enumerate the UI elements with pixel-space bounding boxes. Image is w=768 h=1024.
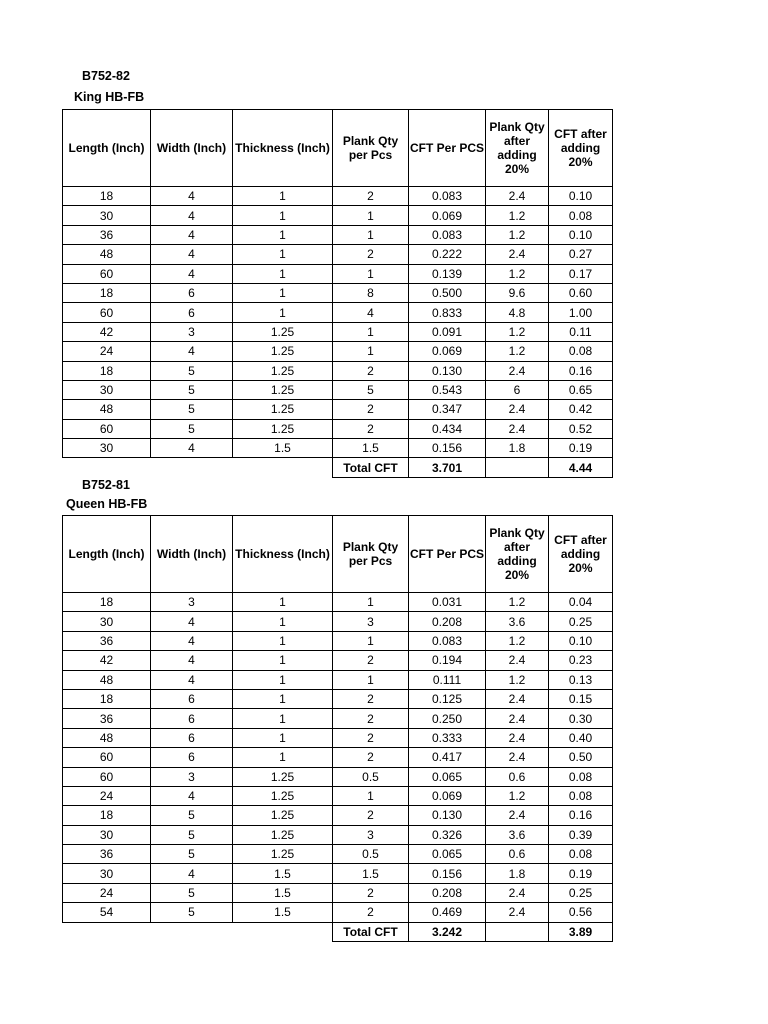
column-header-cft-per-pcs: CFT Per PCS [409,516,486,593]
table-cell: 3 [333,612,409,631]
column-header-plank-qty: Plank Qty per Pcs [333,516,409,593]
table-cell: 1.2 [486,786,549,805]
table-cell: 6 [151,283,233,302]
table-cell: 0.130 [409,361,486,380]
table-cell: 0.156 [409,864,486,883]
table-cell: 4 [151,670,233,689]
product-code: B752-82 [82,69,130,83]
table-cell: 1.25 [233,322,333,341]
table-cell: 0.069 [409,342,486,361]
table-cell: 4 [151,264,233,283]
table-cell: 5 [333,380,409,399]
table-row [63,728,613,747]
table-cell: 0.125 [409,689,486,708]
total-row [63,458,613,477]
table-cell: 1.8 [486,439,549,458]
column-header-cft-20: CFT after adding 20% [549,516,613,593]
table-cell: 1 [333,264,409,283]
table-cell: 0.30 [549,709,613,728]
table-cell: 0.19 [549,439,613,458]
table-cell: 0.65 [549,380,613,399]
table-cell: 5 [151,883,233,902]
column-header-cft-per-pcs: CFT Per PCS [409,110,486,187]
table-cell: 2 [333,689,409,708]
cft-table [62,109,613,478]
table-cell: 2 [333,728,409,747]
table-cell: 1.25 [233,845,333,864]
table-cell: 2 [333,400,409,419]
table-cell: 2 [333,187,409,206]
table-cell: 0.10 [549,631,613,650]
table-cell: 9.6 [486,283,549,302]
table-row [63,439,613,458]
table-row [63,206,613,225]
table-cell: 0.069 [409,206,486,225]
table-cell: 1.2 [486,264,549,283]
table-cell: 2 [333,245,409,264]
table-cell: 36 [63,845,151,864]
table-cell: 30 [63,439,151,458]
table-cell: 5 [151,903,233,922]
table-cell: 1.5 [233,439,333,458]
table-cell: 2.4 [486,361,549,380]
table-cell: 4 [151,206,233,225]
table-cell: 2 [333,709,409,728]
table-row [63,245,613,264]
table-cell: 0.04 [549,593,613,612]
table-cell: 4.8 [486,303,549,322]
table-cell: 6 [151,748,233,767]
table-cell: 8 [333,283,409,302]
table-cell: 1 [333,206,409,225]
total-cft: 3.701 [409,458,486,477]
table-cell: 1.2 [486,322,549,341]
cft-table [62,515,613,942]
table-cell: 1.5 [333,439,409,458]
table-cell: 0.60 [549,283,613,302]
table-cell: 1.5 [233,883,333,902]
table-cell: 1.2 [486,342,549,361]
table-cell: 0.08 [549,845,613,864]
table-cell: 4 [151,187,233,206]
table-cell: 24 [63,883,151,902]
blank-cell [233,458,333,477]
table-cell: 3 [151,767,233,786]
table-cell: 1.5 [233,903,333,922]
table-cell: 4 [151,245,233,264]
table-cell: 1.2 [486,225,549,244]
table-cell: 1.25 [233,767,333,786]
total-cft: 3.242 [409,922,486,941]
table-row [63,651,613,670]
table-row [63,593,613,612]
table-cell: 2.4 [486,709,549,728]
table-cell: 0.250 [409,709,486,728]
table-cell: 0.208 [409,612,486,631]
table-cell: 2.4 [486,806,549,825]
table-cell: 0.40 [549,728,613,747]
table-row [63,419,613,438]
table-cell: 4 [151,342,233,361]
table-cell: 1 [233,670,333,689]
table-cell: 0.333 [409,728,486,747]
table-cell: 0.23 [549,651,613,670]
blank-cell [63,458,151,477]
table-cell: 60 [63,264,151,283]
table-cell: 0.326 [409,825,486,844]
table-row [63,748,613,767]
column-header-length: Length (Inch) [63,110,151,187]
table-cell: 0.111 [409,670,486,689]
table-cell: 2.4 [486,728,549,747]
table-cell: 1.25 [233,786,333,805]
table-cell: 30 [63,206,151,225]
table-cell: 0.13 [549,670,613,689]
table-cell: 0.25 [549,883,613,902]
table-cell: 0.139 [409,264,486,283]
table-cell: 1.25 [233,361,333,380]
table-cell: 36 [63,225,151,244]
table-row [63,670,613,689]
table-cell: 2.4 [486,883,549,902]
table-row [63,322,613,341]
table-cell: 4 [151,439,233,458]
table-cell: 1.5 [333,864,409,883]
table-cell: 18 [63,593,151,612]
table-cell: 2 [333,883,409,902]
total-cft-after: 3.89 [549,922,613,941]
table-cell: 5 [151,400,233,419]
column-header-thickness: Thickness (Inch) [233,516,333,593]
table-cell: 1 [233,689,333,708]
table-row [63,303,613,322]
table-row [63,631,613,650]
table-cell: 0.065 [409,845,486,864]
table-cell: 0.27 [549,245,613,264]
table-cell: 4 [151,864,233,883]
table-cell: 2 [333,748,409,767]
table-cell: 0.16 [549,806,613,825]
total-empty-cell [486,922,549,941]
table-cell: 42 [63,322,151,341]
table-row [63,786,613,805]
blank-cell [151,922,233,941]
table-cell: 42 [63,651,151,670]
column-header-plank-qty-20: Plank Qty after adding 20% [486,516,549,593]
table-cell: 0.222 [409,245,486,264]
table-cell: 5 [151,419,233,438]
table-cell: 1 [333,342,409,361]
total-empty-cell [486,458,549,477]
table-cell: 0.069 [409,786,486,805]
table-cell: 1.2 [486,670,549,689]
table-cell: 0.15 [549,689,613,708]
table-cell: 18 [63,187,151,206]
table-cell: 2.4 [486,245,549,264]
table-cell: 0.500 [409,283,486,302]
product-model: Queen HB-FB [66,497,148,511]
table-cell: 1 [233,303,333,322]
total-row [63,922,613,941]
table-cell: 0.347 [409,400,486,419]
table-cell: 30 [63,380,151,399]
table-cell: 0.17 [549,264,613,283]
table-row [63,709,613,728]
table-cell: 30 [63,864,151,883]
column-header-plank-qty-20: Plank Qty after adding 20% [486,110,549,187]
column-header-length: Length (Inch) [63,516,151,593]
table-row [63,264,613,283]
column-header-thickness: Thickness (Inch) [233,110,333,187]
table-cell: 4 [151,651,233,670]
table-cell: 1.5 [233,864,333,883]
table-cell: 0.6 [486,845,549,864]
table-cell: 0.6 [486,767,549,786]
table-cell: 54 [63,903,151,922]
table-row [63,283,613,302]
table-cell: 60 [63,748,151,767]
table-row [63,767,613,786]
table-cell: 24 [63,342,151,361]
table-cell: 1 [233,651,333,670]
table-cell: 1 [333,593,409,612]
table-cell: 1.25 [233,419,333,438]
table-cell: 2 [333,361,409,380]
table-cell: 1 [233,593,333,612]
table-row [63,883,613,902]
table-row [63,380,613,399]
table-cell: 18 [63,361,151,380]
table-cell: 0.10 [549,225,613,244]
table-cell: 0.08 [549,342,613,361]
table-cell: 0.065 [409,767,486,786]
table-cell: 1 [233,206,333,225]
table-header-row [63,110,613,187]
product-code: B752-81 [82,478,130,492]
table-cell: 60 [63,767,151,786]
table-cell: 1 [233,264,333,283]
table-cell: 2.4 [486,419,549,438]
table-cell: 0.208 [409,883,486,902]
table-cell: 2 [333,806,409,825]
table-cell: 2.4 [486,400,549,419]
table-cell: 5 [151,825,233,844]
table-cell: 0.833 [409,303,486,322]
table-cell: 2 [333,419,409,438]
table-cell: 0.434 [409,419,486,438]
table-cell: 36 [63,709,151,728]
table-cell: 48 [63,670,151,689]
table-cell: 0.25 [549,612,613,631]
table-cell: 4 [151,786,233,805]
table-cell: 1 [233,709,333,728]
table-row [63,903,613,922]
table-row [63,361,613,380]
table-cell: 0.08 [549,206,613,225]
table-cell: 0.39 [549,825,613,844]
table-cell: 0.08 [549,767,613,786]
table-cell: 1 [233,187,333,206]
table-cell: 4 [333,303,409,322]
table-cell: 6 [151,689,233,708]
table-row [63,225,613,244]
table-cell: 0.417 [409,748,486,767]
table-cell: 1.00 [549,303,613,322]
table-header-row [63,516,613,593]
table-cell: 4 [151,225,233,244]
table-cell: 2.4 [486,187,549,206]
table-cell: 60 [63,303,151,322]
table-cell: 1.25 [233,806,333,825]
table-cell: 1 [333,322,409,341]
column-header-width: Width (Inch) [151,516,233,593]
table-cell: 3 [333,825,409,844]
table-cell: 0.156 [409,439,486,458]
table-cell: 0.083 [409,225,486,244]
blank-cell [151,458,233,477]
table-cell: 0.031 [409,593,486,612]
table-cell: 0.11 [549,322,613,341]
table-cell: 1.2 [486,631,549,650]
table-row [63,806,613,825]
column-header-cft-20: CFT after adding 20% [549,110,613,187]
table-cell: 5 [151,361,233,380]
table-cell: 0.543 [409,380,486,399]
table-cell: 6 [151,728,233,747]
table-cell: 18 [63,283,151,302]
table-cell: 1 [233,245,333,264]
blank-cell [233,922,333,941]
table-cell: 24 [63,786,151,805]
table-cell: 0.091 [409,322,486,341]
column-header-width: Width (Inch) [151,110,233,187]
table-row [63,825,613,844]
table-cell: 1.2 [486,593,549,612]
table-cell: 1.25 [233,825,333,844]
table-cell: 3.6 [486,825,549,844]
table-row [63,689,613,708]
table-row [63,864,613,883]
total-label: Total CFT [333,458,409,477]
table-cell: 18 [63,689,151,708]
table-row [63,845,613,864]
table-cell: 0.50 [549,748,613,767]
table-cell: 30 [63,612,151,631]
table-cell: 30 [63,825,151,844]
table-row [63,342,613,361]
table-cell: 1 [233,748,333,767]
table-cell: 0.52 [549,419,613,438]
table-row [63,612,613,631]
table-cell: 48 [63,728,151,747]
table-cell: 5 [151,845,233,864]
table-cell: 1.2 [486,206,549,225]
table-cell: 1.25 [233,342,333,361]
table-cell: 3.6 [486,612,549,631]
table-cell: 1.25 [233,380,333,399]
table-cell: 1 [233,225,333,244]
table-cell: 5 [151,380,233,399]
table-cell: 0.08 [549,786,613,805]
table-cell: 0.083 [409,187,486,206]
column-header-plank-qty: Plank Qty per Pcs [333,110,409,187]
table-cell: 48 [63,245,151,264]
table-cell: 0.16 [549,361,613,380]
blank-cell [63,922,151,941]
table-cell: 1 [333,631,409,650]
total-label: Total CFT [333,922,409,941]
table-cell: 0.469 [409,903,486,922]
table-cell: 2.4 [486,689,549,708]
table-cell: 18 [63,806,151,825]
table-cell: 2.4 [486,903,549,922]
table-cell: 0.130 [409,806,486,825]
table-cell: 0.194 [409,651,486,670]
total-cft-after: 4.44 [549,458,613,477]
table-cell: 1 [333,786,409,805]
table-cell: 2.4 [486,748,549,767]
table-cell: 6 [151,709,233,728]
table-cell: 1.8 [486,864,549,883]
table-cell: 1 [233,612,333,631]
product-model: King HB-FB [74,90,145,104]
table-cell: 0.10 [549,187,613,206]
table-cell: 4 [151,612,233,631]
table-cell: 4 [151,631,233,650]
table-cell: 48 [63,400,151,419]
table-cell: 3 [151,322,233,341]
table-cell: 2 [333,903,409,922]
table-cell: 2.4 [486,651,549,670]
table-cell: 0.5 [333,845,409,864]
table-cell: 1 [333,670,409,689]
table-cell: 5 [151,806,233,825]
table-cell: 3 [151,593,233,612]
table-cell: 1 [333,225,409,244]
table-row [63,400,613,419]
table-cell: 1.25 [233,400,333,419]
table-cell: 0.42 [549,400,613,419]
table-cell: 0.5 [333,767,409,786]
table-cell: 1 [233,631,333,650]
table-cell: 36 [63,631,151,650]
table-cell: 6 [486,380,549,399]
table-cell: 0.083 [409,631,486,650]
table-cell: 60 [63,419,151,438]
table-row [63,187,613,206]
table-cell: 1 [233,728,333,747]
table-cell: 0.56 [549,903,613,922]
table-cell: 2 [333,651,409,670]
table-cell: 0.19 [549,864,613,883]
table-cell: 6 [151,303,233,322]
table-cell: 1 [233,283,333,302]
